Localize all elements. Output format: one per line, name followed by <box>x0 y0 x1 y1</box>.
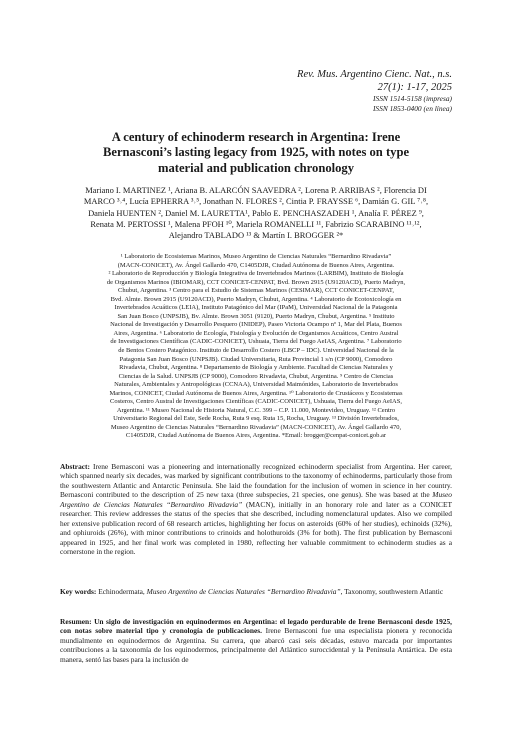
article-title <box>60 130 452 176</box>
affiliation-line: ¹ Laboratorio de Ecosistemas Marinos, Museo Argentino de Ciencias Naturales “Bernardino Rivadavia” <box>120 253 392 260</box>
author-line: Mariano I. MARTINEZ ¹, Ariana B. ALARCÓN SAAVEDRA ², Lorena P. ARRIBAS ², Florencia DI <box>85 185 427 195</box>
affiliation-line: (MACN-CONICET), Av. Ángel Gallardo 470, C1405DJR, Ciudad Autónoma de Buenos Aires, Argentina. <box>117 261 395 269</box>
abstract-text: Irene Bernasconi was a pioneering and internationally recognized echinoderm specialist from Argentina. Her career, which spanned nearly six decades, was marked by significant contributions to the taxonomy of echinoderms, particularly those from the southwestern Atlantic and Antarctic Peninsula. She laid the foundation for the inclusion of women in science in her country. Bernasconi contributed to the description of 25 new taxa (three subspecies, 21 species, one genus). She was based at the <box>60 462 452 500</box>
affiliation-line: Costeros, Centro Austral de Investigaciones Científicas (CADIC-CONICET), Ushuaia, Tierra del Fuego AeIAS, <box>110 398 402 406</box>
affiliations <box>60 253 452 441</box>
affiliation-line: Rivadavia, Chubut, Argentina. ⁸ Departamento de Biología y Ambiente. Facultad de Ciencias Naturales y <box>119 364 393 372</box>
journal-volume: 27(1): 1-17, 2025 <box>377 82 452 93</box>
author-line: Renata M. PERTOSSI ¹, Malena PFOH ¹⁰, Mariela ROMANELLI ¹¹, Fabrizio SCARABINO ¹¹˒¹², <box>90 218 422 229</box>
affiliation-line: Nacional de Investigación y Desarrollo Pesquero (INIDEP), Paseo Victoria Ocampo nº 1, Mar del Plata, Buenos <box>110 321 402 329</box>
issn-online: ISSN 1853-0400 (en línea) <box>372 104 452 113</box>
resumen <box>60 617 452 664</box>
affiliation-line: Chubut, Argentina. ³ Centro para el Estudio de Sistemas Marinos (CESIMAR), CCT CONICET-CENPAT, <box>118 287 394 295</box>
title-line: material and publication chronology <box>157 160 355 175</box>
keywords-text: Echinodermata, <box>98 587 145 596</box>
abstract-museum-name: Museo Argentino de Ciencias Naturales “Bernardino Rivadavia” <box>60 490 452 509</box>
author-line: MARCO ³˒⁴, Lucía EPHERRA ³˒⁵, Jonathan N. FLORES ², Cintia P. FRAYSSE ⁶, Damián G. GIL ⁷˒⁸, <box>83 196 429 207</box>
abstract-text-cont: (MACN), initially in an honorary role and later as a CONICET researcher. This review addresses the status of the species that she described, including nomenclatural updates. Also we compiled her extensive publication record of 68 research articles, highlighting her focus on asteroids (60% of her studies), echinoids (32%), and ophiuroids (26%), with minor contributions to crinoids and holothuroids (3% for both). The first publication by Bernasconi appeared in 1925, and her final work was completed in 1980, reflecting her valuable commitment to echinoderm studies as a cornerstone in the region. <box>60 499 452 557</box>
journal-header <box>297 68 452 114</box>
keywords-museum-name: Museo Argentino de Ciencias Naturales “Bernardino Rivadavia” <box>146 587 341 596</box>
journal-name: Rev. Mus. Argentino Cienc. Nat., n.s. <box>297 69 452 80</box>
affiliation-line: Patagonia San Juan Bosco (UNPSJB). Ciudad Universitaria, Ruta Provincial 1 s/n (CP 9000), Comodoro <box>119 355 393 363</box>
affiliation-line: Ciencias de la Salud. UNPSJB (CP 9000), Comodoro Rivadavia, Chubut, Argentina. ⁹ Centro de Ciencias <box>118 372 394 380</box>
title-line: Bernasconi’s lasting legacy from 1925, with notes on type <box>102 145 410 160</box>
affiliation-line: Marinos, CONICET, Ciudad Autónoma de Buenos Aires, Argentina. ¹⁰ Laboratorio de Crustáceos y Ecosistemas <box>109 389 403 397</box>
keywords-label: Key words: <box>60 587 97 596</box>
affiliation-line: Museo Argentino de Ciencias Naturales “Bernardino Rivadavia” (MACN-CONICET), Av. Ángel Gallardo 470, <box>110 423 402 431</box>
affiliation-line: Bvd. Almte. Brown 2915 (U9120ACD), Puerto Madryn, Chubut, Argentina. ⁴ Laboratorio de Ecotoxicología en <box>110 295 402 303</box>
affiliation-line: de Bentos Costero Patagónico. Instituto de Desarrollo Costero (LBCP – IDC). Universidad Nacional de la <box>118 347 394 355</box>
abstract-label: Abstract: <box>60 462 90 471</box>
affiliation-line: Invertebrados Acuáticos (LEIA), Instituto Patagónico del Mar (IPaM), Universidad Nacional de la Patagonia <box>114 304 398 312</box>
author-line: Daniela HUENTEN ², Daniel M. LAURETTA¹, Pablo E. PENCHASZADEH ¹, Analía F. PÉREZ ⁹, <box>88 207 424 218</box>
keywords-text-cont: , Taxonomy, southwestern Atlantic <box>340 587 444 596</box>
affiliation-line: Universitario Regional del Este, Sede Rocha, Ruta 9 esq. Ruta 15, Rocha, Uruguay. ¹³ División Invertebrados, <box>113 415 399 423</box>
affiliation-line: Argentina. ¹¹ Museo Nacional de Historia Natural, C.C. 399 – C.P. 11.000, Montevideo, Uruguay. ¹² Centro <box>116 406 396 414</box>
issn-print: ISSN 1514-5158 (impresa) <box>373 94 452 103</box>
resumen-label: Resumen: Un siglo de investigación en equinodermos en Argentina: el legado perdurable de Irene Bernasconi desde 1925, con notas sobre material tipo y cronología de publicaciones. <box>60 617 452 636</box>
resumen-text: Irene Bernasconi fue una especialista pionera y reconocida mundialmente en equinodermos de Argentina. Su carrera, que abarcó casi seis décadas, estuvo marcada por importantes contribuciones a la taxonomía de los equinodermos, principalmente del Atlántico suroccidental y la Península Antártica. De esta manera, sentó las bases para la inclusión de <box>60 626 452 664</box>
author-line: Alejandro TABLADO ¹³ & Martín I. BROGGER ²* <box>168 230 344 241</box>
affiliation-line: de Organismos Marinos (IBIOMAR), CCT CONICET-CENPAT, Bvd. Brown 2915 (U9120ACD), Puerto Madryn, <box>106 278 406 286</box>
affiliation-line: C1405DJR, Ciudad Autónoma de Buenos Aires, Argentina. *Email: brogger@cenpat-conicet.gob.ar <box>125 432 387 440</box>
abstract <box>60 462 452 557</box>
keywords <box>60 587 452 597</box>
affiliation-line: Aires, Argentina. ⁶ Laboratorio de Ecología, Fisiología y Evolución de Organismos Acuáticos, Centro Austral <box>113 329 399 337</box>
affiliation-line: de Investigaciones Científicas (CADIC-CONICET), Ushuaia, Tierra del Fuego AeIAS, Argentina. ⁷ Laboratorio <box>110 338 402 346</box>
author-list <box>62 185 450 241</box>
affiliation-line: San Juan Bosco (UNPSJB), Bv. Almte. Brown 3051 (9120), Puerto Madryn, Chubut, Argentina. ⁵ Instituto <box>117 312 395 320</box>
affiliation-line: ² Laboratorio de Reproducción y Biología Integrativa de Invertebrados Marinos (LARBIM), Instituto de Biología <box>108 270 404 278</box>
affiliation-line: Naturales, Ambientales y Antropológicas (CCNAA), Universidad Maimónides, Laboratorio de Invertebrados <box>114 381 398 389</box>
title-line: A century of echinoderm research in Argentina: Irene <box>111 130 401 144</box>
